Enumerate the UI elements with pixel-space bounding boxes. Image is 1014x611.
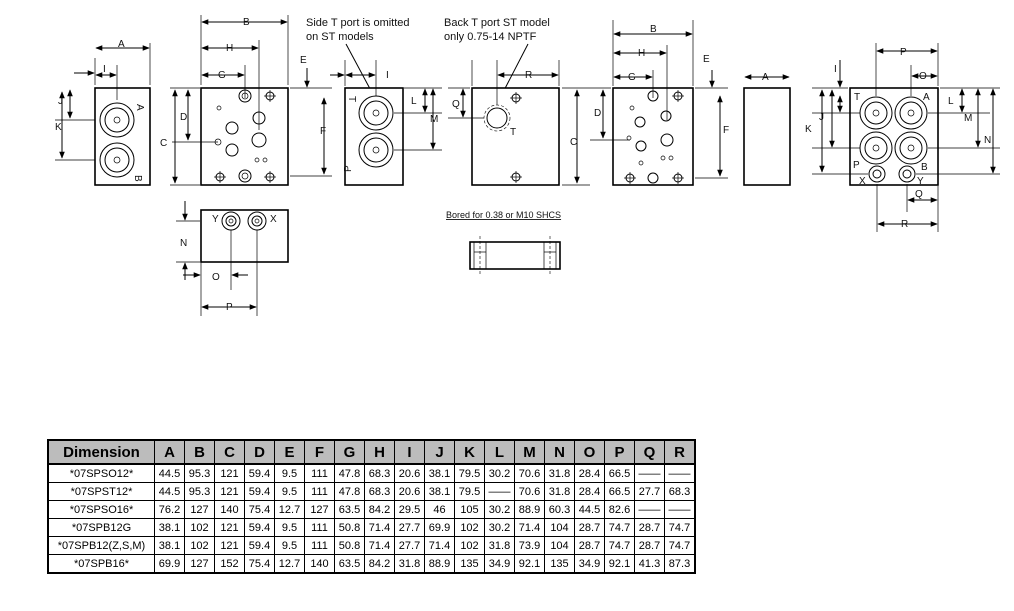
table-cell: 27.7 xyxy=(635,483,665,501)
table-cell: 9.5 xyxy=(275,464,305,483)
dim-label-r-2: R xyxy=(901,219,909,230)
port-label-a: A xyxy=(134,104,145,111)
table-cell: 68.3 xyxy=(365,464,395,483)
port-label-x-2: X xyxy=(859,176,866,187)
header-m: M xyxy=(515,440,545,464)
dimension-table xyxy=(47,439,696,574)
port-label-a-2: A xyxy=(923,92,930,103)
dim-label-e: E xyxy=(300,55,307,66)
table-cell: 71.4 xyxy=(515,519,545,537)
port-label-b: B xyxy=(132,175,143,182)
port-label-t: T xyxy=(346,96,357,103)
table-cell: 31.8 xyxy=(545,483,575,501)
table-cell: 44.5 xyxy=(575,501,605,519)
table-cell-model: *07SPB12G xyxy=(48,519,155,537)
table-cell: 27.7 xyxy=(395,537,425,555)
dim-label-b: B xyxy=(243,17,250,28)
table-cell: 121 xyxy=(215,537,245,555)
table-cell: 41.3 xyxy=(635,555,665,574)
table-cell: 111 xyxy=(305,464,335,483)
dim-label-m-2: M xyxy=(964,113,973,124)
view-port-face xyxy=(805,43,1000,232)
table-row xyxy=(48,464,695,483)
table-cell: 59.4 xyxy=(245,483,275,501)
dim-label-c-2: C xyxy=(570,137,578,148)
view-bored-section xyxy=(446,210,561,274)
dim-label-l: L xyxy=(411,96,417,107)
table-cell: 88.9 xyxy=(425,555,455,574)
table-cell: 31.8 xyxy=(395,555,425,574)
dim-label-l-2: L xyxy=(948,96,954,107)
header-a: A xyxy=(155,440,185,464)
table-cell-model: *07SPB16* xyxy=(48,555,155,574)
port-label-t-back: T xyxy=(510,127,517,138)
table-cell: 28.7 xyxy=(635,519,665,537)
table-cell: 31.8 xyxy=(485,537,515,555)
table-cell: 121 xyxy=(215,483,245,501)
dim-label-f-2: F xyxy=(723,125,730,136)
header-n: N xyxy=(545,440,575,464)
table-cell: 9.5 xyxy=(275,519,305,537)
dim-label-d: D xyxy=(180,112,188,123)
dim-label-e-2: E xyxy=(703,54,710,65)
header-j: J xyxy=(425,440,455,464)
table-cell: 102 xyxy=(455,519,485,537)
table-cell: 140 xyxy=(305,555,335,574)
table-cell: 70.6 xyxy=(515,464,545,483)
dim-label-h: H xyxy=(226,43,234,54)
table-cell: 71.4 xyxy=(425,537,455,555)
table-cell: 71.4 xyxy=(365,519,395,537)
table-cell: 50.8 xyxy=(335,537,365,555)
table-cell: —— xyxy=(665,464,696,483)
dim-label-k: K xyxy=(55,122,62,133)
dim-label-q: Q xyxy=(452,99,460,110)
note-side-t-line1: Side T port is omitted xyxy=(306,17,410,29)
header-g: G xyxy=(335,440,365,464)
header-e: E xyxy=(275,440,305,464)
table-cell: 38.1 xyxy=(155,519,185,537)
dim-label-f: F xyxy=(320,126,327,137)
note-back-t-line1: Back T port ST model xyxy=(444,17,550,29)
table-cell: 95.3 xyxy=(185,483,215,501)
header-k: K xyxy=(455,440,485,464)
dim-label-g-2: G xyxy=(628,72,636,83)
table-cell: 47.8 xyxy=(335,464,365,483)
table-cell: 30.2 xyxy=(485,501,515,519)
port-label-p: P xyxy=(343,165,354,172)
table-cell: 111 xyxy=(305,537,335,555)
dim-label-m: M xyxy=(430,114,439,125)
table-cell: 73.9 xyxy=(515,537,545,555)
table-cell: 12.7 xyxy=(275,501,305,519)
header-r: R xyxy=(665,440,696,464)
dim-label-d-2: D xyxy=(594,108,602,119)
dim-label-b-2: B xyxy=(650,24,657,35)
port-label-y-2: Y xyxy=(917,176,924,187)
note-back-t-line2: only 0.75-14 NPTF xyxy=(444,31,537,43)
table-cell: 28.4 xyxy=(575,464,605,483)
table-cell: 50.8 xyxy=(335,519,365,537)
view-side-plain xyxy=(744,72,790,185)
dim-label-i: I xyxy=(103,64,106,75)
view-back-face xyxy=(448,60,590,185)
table-cell: 69.9 xyxy=(425,519,455,537)
header-q: Q xyxy=(635,440,665,464)
view-bottom xyxy=(176,201,288,316)
table-cell: 44.5 xyxy=(155,483,185,501)
table-cell: 95.3 xyxy=(185,464,215,483)
table-cell: 28.7 xyxy=(575,537,605,555)
dim-label-r: R xyxy=(525,70,533,81)
table-cell: 28.7 xyxy=(575,519,605,537)
table-cell: 9.5 xyxy=(275,483,305,501)
table-row xyxy=(48,501,695,519)
view-front-face-large xyxy=(590,20,729,185)
table-cell: 30.2 xyxy=(485,464,515,483)
table-cell: 34.9 xyxy=(575,555,605,574)
table-cell: 12.7 xyxy=(275,555,305,574)
table-cell: 69.9 xyxy=(155,555,185,574)
table-row xyxy=(48,519,695,537)
table-cell: 70.6 xyxy=(515,483,545,501)
table-cell: 111 xyxy=(305,483,335,501)
table-cell: 74.7 xyxy=(665,519,696,537)
dim-label-h-2: H xyxy=(638,48,646,59)
table-cell-model: *07SPB12(Z,S,M) xyxy=(48,537,155,555)
table-cell: 63.5 xyxy=(335,501,365,519)
table-cell: 92.1 xyxy=(515,555,545,574)
table-cell: —— xyxy=(665,501,696,519)
table-cell: 20.6 xyxy=(395,483,425,501)
view-side-a xyxy=(55,39,150,185)
table-cell: 28.4 xyxy=(575,483,605,501)
table-cell: —— xyxy=(485,483,515,501)
dim-label-j-2: J xyxy=(819,112,824,123)
header-i: I xyxy=(395,440,425,464)
table-cell: 44.5 xyxy=(155,464,185,483)
table-cell: 102 xyxy=(185,537,215,555)
table-row xyxy=(48,555,695,574)
header-d: D xyxy=(245,440,275,464)
table-cell-model: *07SPSO16* xyxy=(48,501,155,519)
table-cell: 75.4 xyxy=(245,555,275,574)
header-b: B xyxy=(185,440,215,464)
table-cell: 79.5 xyxy=(455,483,485,501)
dim-label-g: G xyxy=(218,70,226,81)
table-cell: 121 xyxy=(215,464,245,483)
table-cell: 9.5 xyxy=(275,537,305,555)
table-cell: 102 xyxy=(185,519,215,537)
header-dimension: Dimension xyxy=(48,440,155,464)
table-row xyxy=(48,483,695,501)
table-cell: 105 xyxy=(455,501,485,519)
table-cell: 60.3 xyxy=(545,501,575,519)
dim-label-o-2: O xyxy=(919,71,927,82)
table-cell: 104 xyxy=(545,537,575,555)
dim-label-a: A xyxy=(118,39,125,50)
table-cell: 66.5 xyxy=(605,483,635,501)
note-side-t-line2: on ST models xyxy=(306,31,374,43)
table-row xyxy=(48,537,695,555)
table-cell: 84.2 xyxy=(365,501,395,519)
table-cell: 127 xyxy=(305,501,335,519)
dim-label-c: C xyxy=(160,138,168,149)
table-cell: 121 xyxy=(215,519,245,537)
port-label-t-2: T xyxy=(854,92,861,103)
table-cell: 152 xyxy=(215,555,245,574)
dim-label-q-2: Q xyxy=(915,189,923,200)
table-cell-model: *07SPSO12* xyxy=(48,464,155,483)
table-cell: 59.4 xyxy=(245,519,275,537)
table-cell: 135 xyxy=(455,555,485,574)
table-cell: 30.2 xyxy=(485,519,515,537)
port-label-b-2: B xyxy=(921,162,928,173)
table-cell: 76.2 xyxy=(155,501,185,519)
table-cell: 71.4 xyxy=(365,537,395,555)
table-cell: 92.1 xyxy=(605,555,635,574)
table-cell: 127 xyxy=(185,501,215,519)
table-cell: 102 xyxy=(455,537,485,555)
dim-label-i-2: I xyxy=(386,70,389,81)
table-cell: —— xyxy=(635,464,665,483)
header-c: C xyxy=(215,440,245,464)
dim-label-p-2: P xyxy=(900,47,907,58)
dim-label-n-2: N xyxy=(984,135,992,146)
table-cell: 68.3 xyxy=(365,483,395,501)
table-cell: 74.7 xyxy=(605,519,635,537)
table-cell: 38.1 xyxy=(155,537,185,555)
table-cell: 140 xyxy=(215,501,245,519)
table-cell: 28.7 xyxy=(635,537,665,555)
header-l: L xyxy=(485,440,515,464)
table-cell: 59.4 xyxy=(245,537,275,555)
table-cell: 104 xyxy=(545,519,575,537)
table-cell: 46 xyxy=(425,501,455,519)
dim-label-i-3: I xyxy=(834,64,837,75)
dim-label-a-2: A xyxy=(762,72,769,83)
table-cell: 20.6 xyxy=(395,464,425,483)
table-header-row xyxy=(48,440,695,464)
table-cell: 84.2 xyxy=(365,555,395,574)
header-f: F xyxy=(305,440,335,464)
table-cell: 87.3 xyxy=(665,555,696,574)
table-cell: 27.7 xyxy=(395,519,425,537)
port-label-p-2: P xyxy=(853,160,860,171)
table-cell: 34.9 xyxy=(485,555,515,574)
header-o: O xyxy=(575,440,605,464)
table-cell: 75.4 xyxy=(245,501,275,519)
dim-label-o: O xyxy=(212,272,220,283)
table-cell: 31.8 xyxy=(545,464,575,483)
table-cell: 74.7 xyxy=(665,537,696,555)
note-bored: Bored for 0.38 or M10 SHCS xyxy=(446,210,562,220)
table-cell: 29.5 xyxy=(395,501,425,519)
dim-label-n: N xyxy=(180,238,188,249)
table-cell: 135 xyxy=(545,555,575,574)
table-cell: 47.8 xyxy=(335,483,365,501)
table-cell: 111 xyxy=(305,519,335,537)
table-cell: 66.5 xyxy=(605,464,635,483)
table-cell: 74.7 xyxy=(605,537,635,555)
table-cell: 82.6 xyxy=(605,501,635,519)
table-cell: 68.3 xyxy=(665,483,696,501)
table-cell: 63.5 xyxy=(335,555,365,574)
dim-label-p: P xyxy=(226,302,233,313)
port-label-y: Y xyxy=(212,214,219,225)
header-p: P xyxy=(605,440,635,464)
table-cell: 88.9 xyxy=(515,501,545,519)
dim-label-k-2: K xyxy=(805,124,812,135)
header-h: H xyxy=(365,440,395,464)
table-cell: 79.5 xyxy=(455,464,485,483)
table-cell: 38.1 xyxy=(425,483,455,501)
table-cell: 127 xyxy=(185,555,215,574)
view-side-tp xyxy=(330,60,442,185)
table-cell: —— xyxy=(635,501,665,519)
table-cell-model: *07SPST12* xyxy=(48,483,155,501)
port-label-x: X xyxy=(270,214,277,225)
table-cell: 38.1 xyxy=(425,464,455,483)
dim-label-j: J xyxy=(58,96,63,107)
table-cell: 59.4 xyxy=(245,464,275,483)
